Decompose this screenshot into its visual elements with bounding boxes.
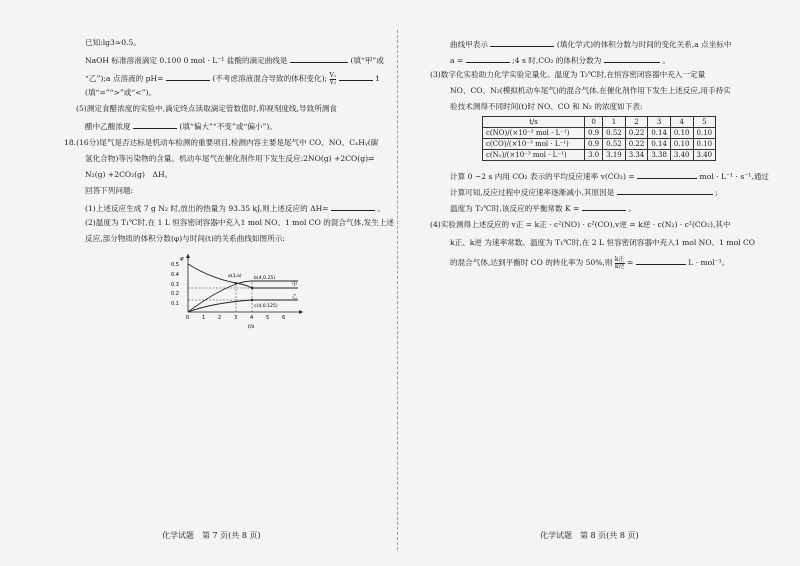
- table-cell: 0.9: [585, 139, 603, 150]
- q17-5-line1: (5)测定食醋浓度的实验中,滴定终点读取滴定管数值时,仰视刻度线,导致所测食: [76, 104, 337, 113]
- answer-blank-co2-fraction[interactable]: [604, 54, 660, 63]
- x-ticks: [186, 315, 285, 321]
- table-header-cell: 4: [670, 117, 693, 128]
- y-tick-label: 0.3: [171, 282, 179, 288]
- table-cell: 3.34: [625, 150, 648, 161]
- x-tick-label: 3: [234, 315, 238, 321]
- page-8: [400, 0, 800, 566]
- page-8-footer: 化学试题 第 8 页(共 8 页): [540, 531, 639, 540]
- y-axis-label: φ: [180, 256, 184, 262]
- y-tick-label: 0.5: [171, 262, 179, 268]
- q18-stem-line2: 氢化合物)等污染物的含量。机动车尾气在催化剂作用下发生反应:2NO(g) +2CO(g)⇌: [85, 154, 375, 163]
- q17-4-line3: (填“=”“>”或“<”)。: [85, 88, 157, 97]
- y-ticks: [171, 262, 179, 307]
- table-cell: 0.10: [693, 128, 716, 139]
- fraction-v1-v2: $\frac{\text{V₁}}{\text{V₂}}$: [329, 71, 337, 86]
- point-a: [235, 282, 237, 284]
- answer-blank-delta-h[interactable]: [331, 202, 375, 211]
- q18-2-line1: (2)温度为 T₁℃时,在 1 L 恒容密闭容器中充入1 mol NO、1 mol CO 的混合气体,发生上述: [85, 218, 395, 227]
- point-b-label: b(4,0.25): [254, 276, 276, 281]
- table-cell: 0.52: [603, 128, 626, 139]
- curve-jia: [188, 264, 298, 288]
- table-cell: 3.38: [648, 150, 671, 161]
- table-cell: 3.19: [603, 150, 626, 161]
- x-tick-label: 5: [266, 315, 270, 321]
- point-c-label: c(4,0.125): [254, 304, 278, 309]
- q18-3-line2: NO、CO、N₂(模拟机动车尾气)的混合气体,在催化剂作用下发生上述反应,用手持实: [450, 86, 731, 95]
- table-cell: 0.14: [648, 139, 671, 150]
- answer-blank-ph[interactable]: [166, 72, 210, 81]
- table-cell: 0.14: [648, 128, 671, 139]
- table-header-cell: t/s: [483, 117, 585, 128]
- x-axis-label: t/s: [248, 324, 255, 330]
- q18-4-line2: k正、k逆 为速率常数。温度为 T₁℃时,在 2 L 恒容密闭容器中充入1 mol NO、1 mol CO: [450, 238, 756, 247]
- table-cell: 0.10: [670, 128, 693, 139]
- table-header-cell: 3: [648, 117, 671, 128]
- answer-blank-k[interactable]: [582, 202, 626, 211]
- answer-blank-rate[interactable]: [637, 170, 697, 179]
- q18-2-line2: 反应,部分物质的体积分数(φ)与时间(t)的关系曲线如图所示:: [85, 234, 285, 243]
- table-cell: 3.0: [585, 150, 603, 161]
- q18-3-line1: (3)数字化实验助力化学实验定量化。温度为 T₂℃时,在恒容密闭容器中充入一定量: [430, 70, 706, 79]
- concentration-table: [482, 116, 716, 161]
- point-c: [251, 299, 253, 301]
- curve-yi-label: 乙: [292, 294, 298, 300]
- table-row: [483, 150, 716, 161]
- answer-blank-concentration[interactable]: [133, 120, 177, 129]
- answer-blank-a-value[interactable]: [466, 54, 510, 63]
- table-cell: 0.52: [603, 139, 626, 150]
- table-cell: 0.9: [585, 128, 603, 139]
- table-cell: 3.40: [693, 150, 716, 161]
- answer-blank-curve[interactable]: [290, 54, 348, 63]
- table-header-cell: 0: [585, 117, 603, 128]
- answer-blank-k-ratio[interactable]: [636, 256, 686, 265]
- table-header-row: [483, 117, 716, 128]
- y-tick-label: 0.4: [171, 272, 179, 278]
- x-axis-arrow: [299, 310, 303, 314]
- table-header-cell: 2: [625, 117, 648, 128]
- table-cell: 0.22: [625, 139, 648, 150]
- table-header-cell: 5: [693, 117, 716, 128]
- answer-blank-compare[interactable]: [339, 72, 373, 81]
- y-tick-label: 0.1: [171, 301, 179, 307]
- page-7-footer: 化学试题 第 7 页(共 8 页): [162, 531, 261, 540]
- q18-1: (1)上述反应生成 7 g N₂ 时,放出的热量为 93.35 kJ,则上述反应的 ΔH= 。: [85, 204, 385, 213]
- q18-4-line3: 的混合气体,达到平衡时 CO 的转化率为 50%,则 $\frac{\text{k正}}{\text{k逆}}$ = L · mol⁻¹。: [450, 255, 730, 270]
- curve-jia-label: 甲: [292, 282, 298, 288]
- table-header-cell: 1: [603, 117, 626, 128]
- q17-4-line2: “乙”);a 点溶液的 pH= (不考虑溶液混合导致的体积变化); $\frac{\text{V₁}}{\text{V₂}}$ 1: [85, 71, 380, 86]
- q17-5-line2: 醋中乙酸浓度 (填“偏大”“不变”或“偏小”)。: [85, 122, 277, 131]
- q18-stem-line3: N₂(g) +2CO₂(g) ΔH。: [85, 170, 173, 179]
- volume-fraction-graph: [168, 252, 308, 332]
- table-cell: 3.40: [670, 150, 693, 161]
- q18-3-line6: 温度为 T₂℃时,该反应的平衡常数 K = 。: [450, 204, 636, 213]
- x-tick-label: 2: [218, 315, 222, 321]
- x-tick-label: 6: [282, 315, 286, 321]
- table-cell: 0.22: [625, 128, 648, 139]
- q18-answer-prompt: 回答下列问题:: [85, 186, 134, 195]
- table-cell: c(CO)/(×10⁻³ mol · L⁻¹): [483, 139, 585, 150]
- given-lg3: 已知:lg3≈0.5。: [85, 38, 141, 47]
- table-cell: 0.10: [670, 139, 693, 150]
- q18-3-line3: 验技术测得不同时间(t)时 NO、CO 和 N₂ 的浓度如下表:: [450, 102, 643, 111]
- q18-2-line3: 曲线甲表示 (填化学式)的体积分数与时间的变化关系,a 点坐标中: [450, 40, 732, 49]
- x-tick-label: 0: [186, 315, 190, 321]
- answer-blank-formula[interactable]: [490, 38, 554, 47]
- q18-3-line4: 计算 0 ~2 s 内用 CO₂ 表示的平均反应速率 v(CO₂) = mol · L⁻¹ · s⁻¹,通过: [450, 172, 769, 181]
- table-cell: c(NO)/(×10⁻³ mol · L⁻¹): [483, 128, 585, 139]
- point-a-label: a(3,a): [228, 274, 242, 279]
- curve-c: [188, 300, 298, 312]
- y-axis-arrow: [186, 254, 190, 258]
- q18-3-line5: 计算可知,反应过程中反应速率逐渐减小,其原因是 ;: [450, 188, 718, 197]
- q17-4-line1: NaOH 标准溶液滴定 0.100 0 mol · L⁻¹ 盐酸的滴定曲线是 (填“甲”或: [85, 56, 384, 65]
- q18-4-line1: (4)实验测得上述反应的 v正 = k正 · c²(NO) · c²(CO),v逆 = k逆 · c(N₂) · c²(CO₂),其中: [430, 220, 731, 229]
- table-cell: c(N₂)/(×10⁻³ mol · L⁻¹): [483, 150, 585, 161]
- page-divider: [397, 30, 399, 550]
- table-row: [483, 139, 716, 150]
- table-cell: 0.10: [693, 139, 716, 150]
- answer-blank-reason[interactable]: [617, 186, 713, 195]
- q18-2-line4: a = ;4 s 时,CO₂ 的体积分数为 。: [450, 56, 670, 65]
- point-b: [251, 287, 253, 289]
- table-row: [483, 128, 716, 139]
- x-tick-label: 4: [250, 315, 254, 321]
- y-tick-label: 0.2: [171, 291, 179, 297]
- x-tick-label: 1: [202, 315, 206, 321]
- q18-stem-line1: 18.(16分)尾气是否达标是机动车检测的重要项目,检测内容主要是尾气中 CO、NO、CₓHᵧ(碳: [64, 138, 379, 147]
- fraction-k-ratio: $\frac{\text{k正}}{\text{k逆}}$: [614, 255, 625, 270]
